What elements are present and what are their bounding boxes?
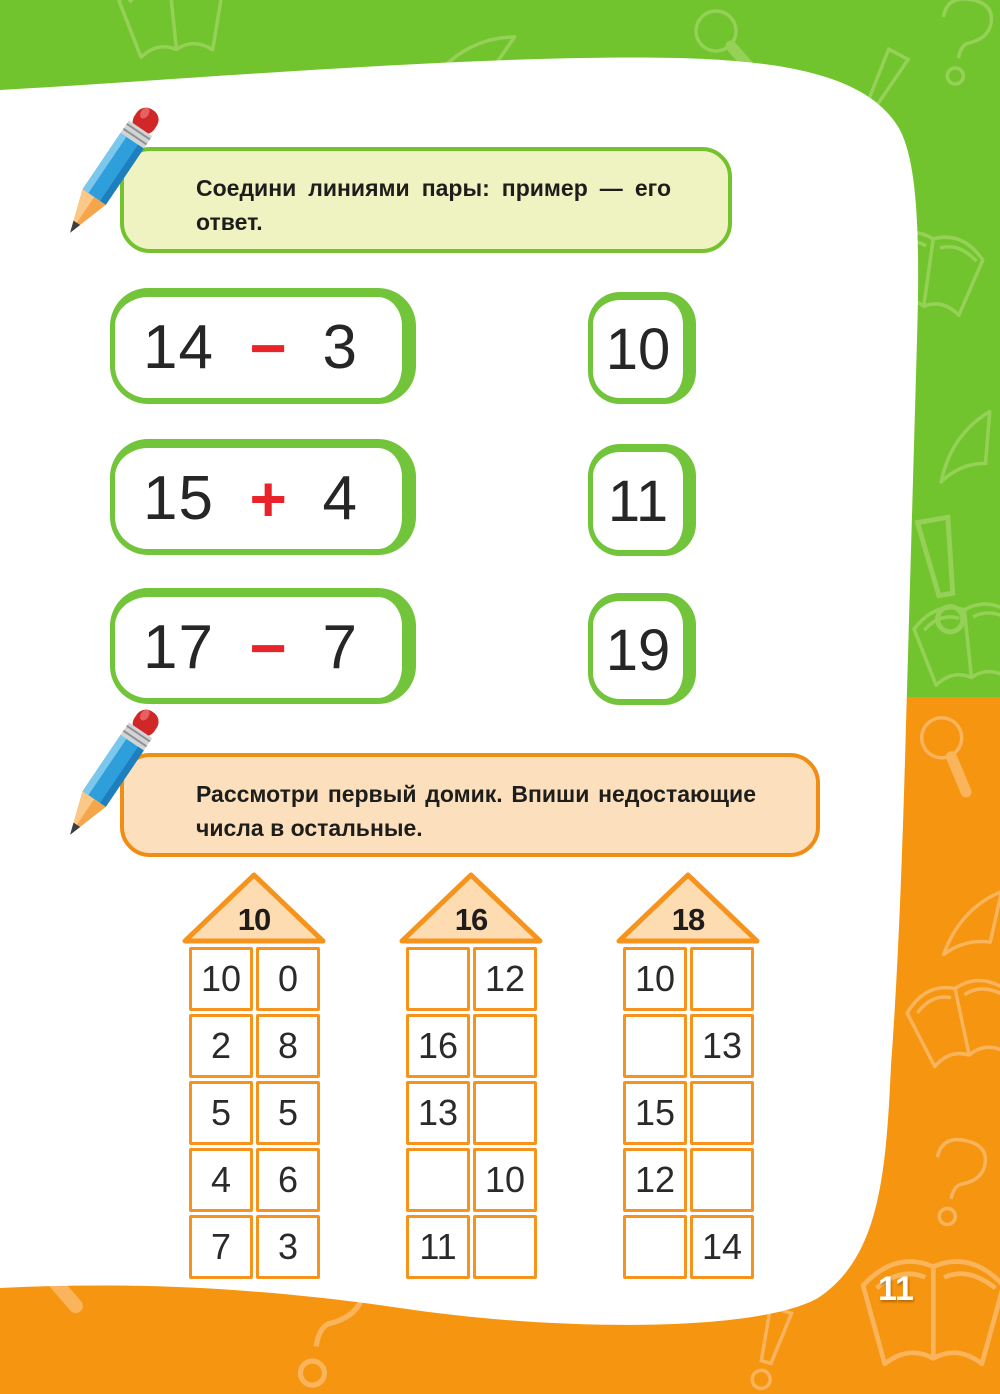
house-cell: 12 — [473, 947, 537, 1011]
house-cell: 5 — [256, 1081, 320, 1145]
house-cell: 13 — [690, 1014, 754, 1078]
house-cell: 12 — [623, 1148, 687, 1212]
task2-instruction-box — [120, 753, 820, 857]
house-cell: 10 — [473, 1148, 537, 1212]
house-cell: 15 — [623, 1081, 687, 1145]
example-right-operand: 7 — [322, 613, 358, 682]
example-right-operand: 3 — [322, 313, 358, 382]
house-10 — [186, 902, 325, 1282]
example-left-operand: 15 — [143, 464, 214, 533]
house-cell: 10 — [189, 947, 253, 1011]
house-roof-number: 10 — [237, 902, 271, 937]
answer-box-2[interactable] — [588, 444, 696, 556]
house-18 — [620, 902, 759, 1282]
example-box-3[interactable] — [110, 588, 416, 704]
house-cell: 0 — [256, 947, 320, 1011]
answer-value: 10 — [605, 316, 671, 382]
house-cell: 6 — [256, 1148, 320, 1212]
example-box-1[interactable] — [110, 288, 416, 404]
operator-minus-icon: − — [249, 311, 287, 384]
house-cell-empty[interactable] — [406, 947, 470, 1011]
house-cell-empty[interactable] — [623, 1215, 687, 1279]
house-cell: 4 — [189, 1148, 253, 1212]
house-16 — [403, 902, 542, 1282]
answer-value: 11 — [607, 468, 669, 534]
house-cell-empty[interactable] — [473, 1014, 537, 1078]
answer-value: 19 — [605, 617, 671, 683]
house-cell: 5 — [189, 1081, 253, 1145]
house-cell: 8 — [256, 1014, 320, 1078]
house-grid — [403, 944, 540, 1282]
example-left-operand: 17 — [143, 613, 214, 682]
house-cell-empty[interactable] — [623, 1014, 687, 1078]
answer-box-1[interactable] — [588, 292, 696, 404]
house-cell-empty[interactable] — [473, 1215, 537, 1279]
operator-minus-icon: − — [249, 611, 287, 684]
page-number: 11 — [878, 1270, 914, 1308]
house-cell: 2 — [189, 1014, 253, 1078]
house-roof-number: 16 — [454, 902, 488, 937]
task1-instruction-text: Соедини линиями пары: пример — его ответ. — [196, 175, 671, 235]
house-roof-number: 18 — [671, 902, 705, 937]
house-cell: 7 — [189, 1215, 253, 1279]
house-grid — [186, 944, 323, 1282]
house-cell: 3 — [256, 1215, 320, 1279]
number-houses — [186, 902, 759, 1282]
example-right-operand: 4 — [322, 464, 358, 533]
house-cell-empty[interactable] — [473, 1081, 537, 1145]
task1-instruction-box — [120, 147, 732, 253]
house-cell: 11 — [406, 1215, 470, 1279]
example-box-2[interactable] — [110, 439, 416, 555]
house-cell-empty[interactable] — [690, 947, 754, 1011]
house-cell: 14 — [690, 1215, 754, 1279]
house-cell-empty[interactable] — [406, 1148, 470, 1212]
example-left-operand: 14 — [143, 313, 214, 382]
house-cell: 10 — [623, 947, 687, 1011]
house-grid — [620, 944, 757, 1282]
house-cell: 13 — [406, 1081, 470, 1145]
task2-instruction-text: Рассмотри первый домик. Впиши недостающие числа в остальные. — [196, 781, 756, 841]
operator-plus-icon: + — [249, 462, 287, 535]
house-cell-empty[interactable] — [690, 1081, 754, 1145]
house-cell-empty[interactable] — [690, 1148, 754, 1212]
house-cell: 16 — [406, 1014, 470, 1078]
answer-box-3[interactable] — [588, 593, 696, 705]
